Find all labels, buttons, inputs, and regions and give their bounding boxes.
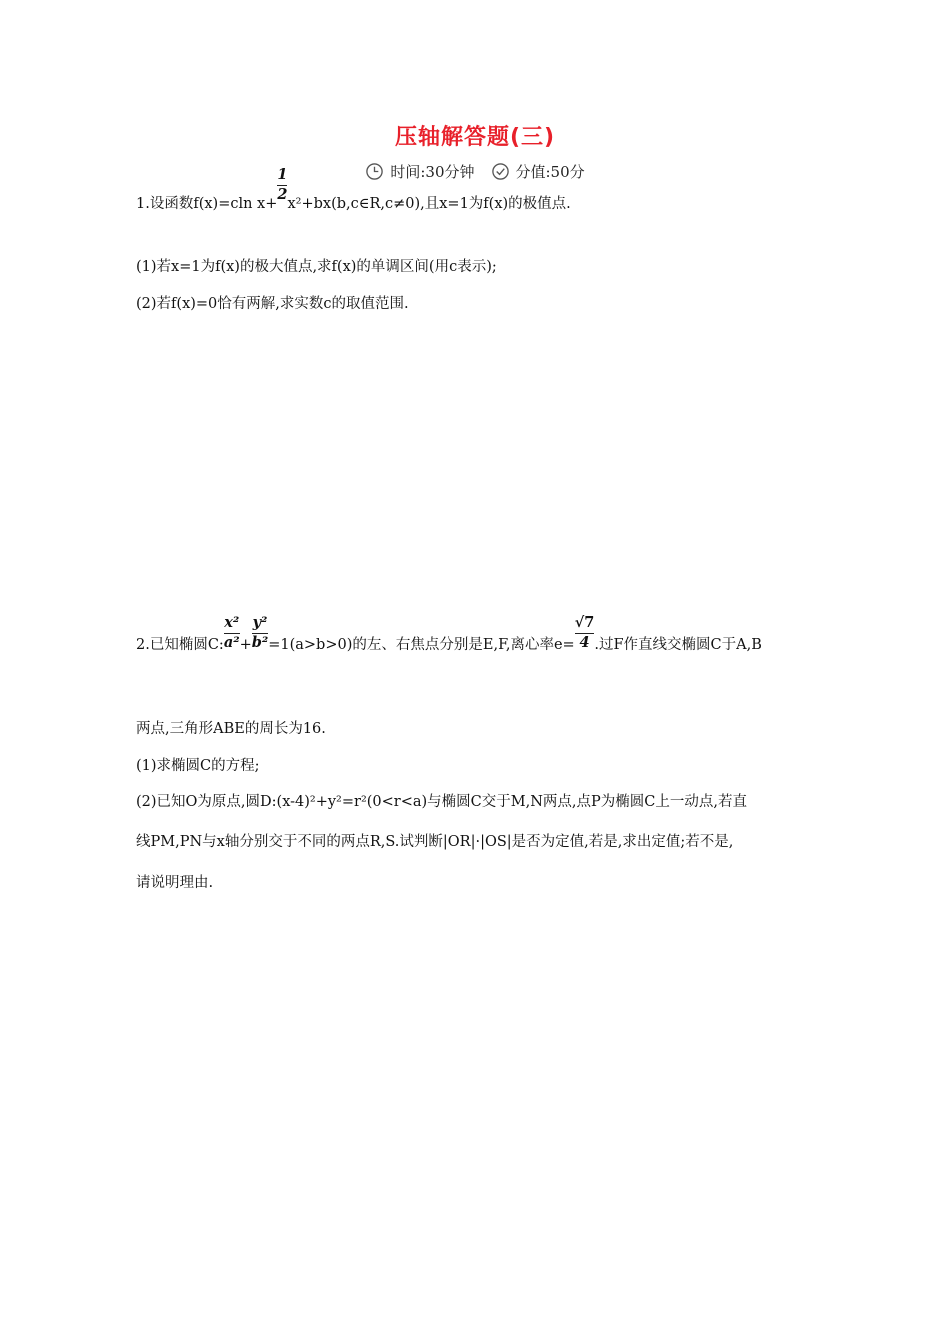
q2-stem bbox=[136, 614, 762, 662]
q2-frac2-den: b² bbox=[251, 633, 269, 651]
q1-frac-den: 2 bbox=[277, 185, 288, 203]
q2-plus: + bbox=[239, 637, 252, 653]
q1-stem-b: x²+bx(b,c∈R,c≠0),且x=1为f(x)的极值点. bbox=[287, 196, 571, 212]
q2-stem-c: .过F作直线交椭圆C于A,B bbox=[594, 637, 762, 653]
time-info bbox=[365, 161, 474, 182]
page-title: 压轴解答题(三) bbox=[394, 125, 556, 150]
q2-frac1-num: x² bbox=[224, 614, 240, 631]
q1-frac-num: 1 bbox=[277, 166, 288, 183]
q2-part2-line2: 线PM,PN与x轴分别交于不同的两点R,S.试判断|OR|·|OS|是否为定值,若是,求出定值;若不是, bbox=[136, 834, 734, 850]
q2-part2-line1: (2)已知O为原点,圆D:(x-4)²+y²=r²(0<r<a)与椭圆C交于M,N两点,点P为椭圆C上一动点,若直 bbox=[136, 794, 747, 810]
q2-e-den: 4 bbox=[579, 633, 590, 651]
q2-fraction-y bbox=[252, 616, 269, 650]
q2-frac1-den: a² bbox=[223, 633, 240, 651]
q2-e-num: √7 bbox=[574, 614, 595, 631]
q1-part1: (1)若x=1为f(x)的极大值点,求f(x)的单调区间(用c表示); bbox=[136, 259, 497, 275]
clock-icon bbox=[365, 162, 384, 181]
q2-fraction-x bbox=[224, 616, 240, 650]
q1-fraction-half bbox=[277, 168, 287, 202]
score-info bbox=[491, 161, 585, 182]
q2-stem-a: 2.已知椭圆C: bbox=[136, 637, 224, 653]
q2-stem-cont: 两点,三角形ABE的周长为16. bbox=[136, 721, 326, 737]
q2-stem-b: =1(a>b>0)的左、右焦点分别是E,F,离心率e= bbox=[268, 637, 575, 653]
q2-frac2-num: y² bbox=[252, 614, 268, 631]
q2-eccentricity bbox=[575, 616, 595, 650]
q2-part2-line3: 请说明理由. bbox=[136, 875, 214, 891]
exam-meta bbox=[0, 161, 950, 182]
time-label: 时间:30分钟 bbox=[390, 163, 475, 181]
score-label: 分值:50分 bbox=[515, 163, 585, 181]
check-circle-icon bbox=[491, 162, 510, 181]
q1-part2: (2)若f(x)=0恰有两解,求实数c的取值范围. bbox=[136, 296, 409, 312]
q2-part1: (1)求椭圆C的方程; bbox=[136, 758, 260, 774]
q1-stem-a: 1.设函数f(x)=cln x+ bbox=[136, 196, 278, 212]
